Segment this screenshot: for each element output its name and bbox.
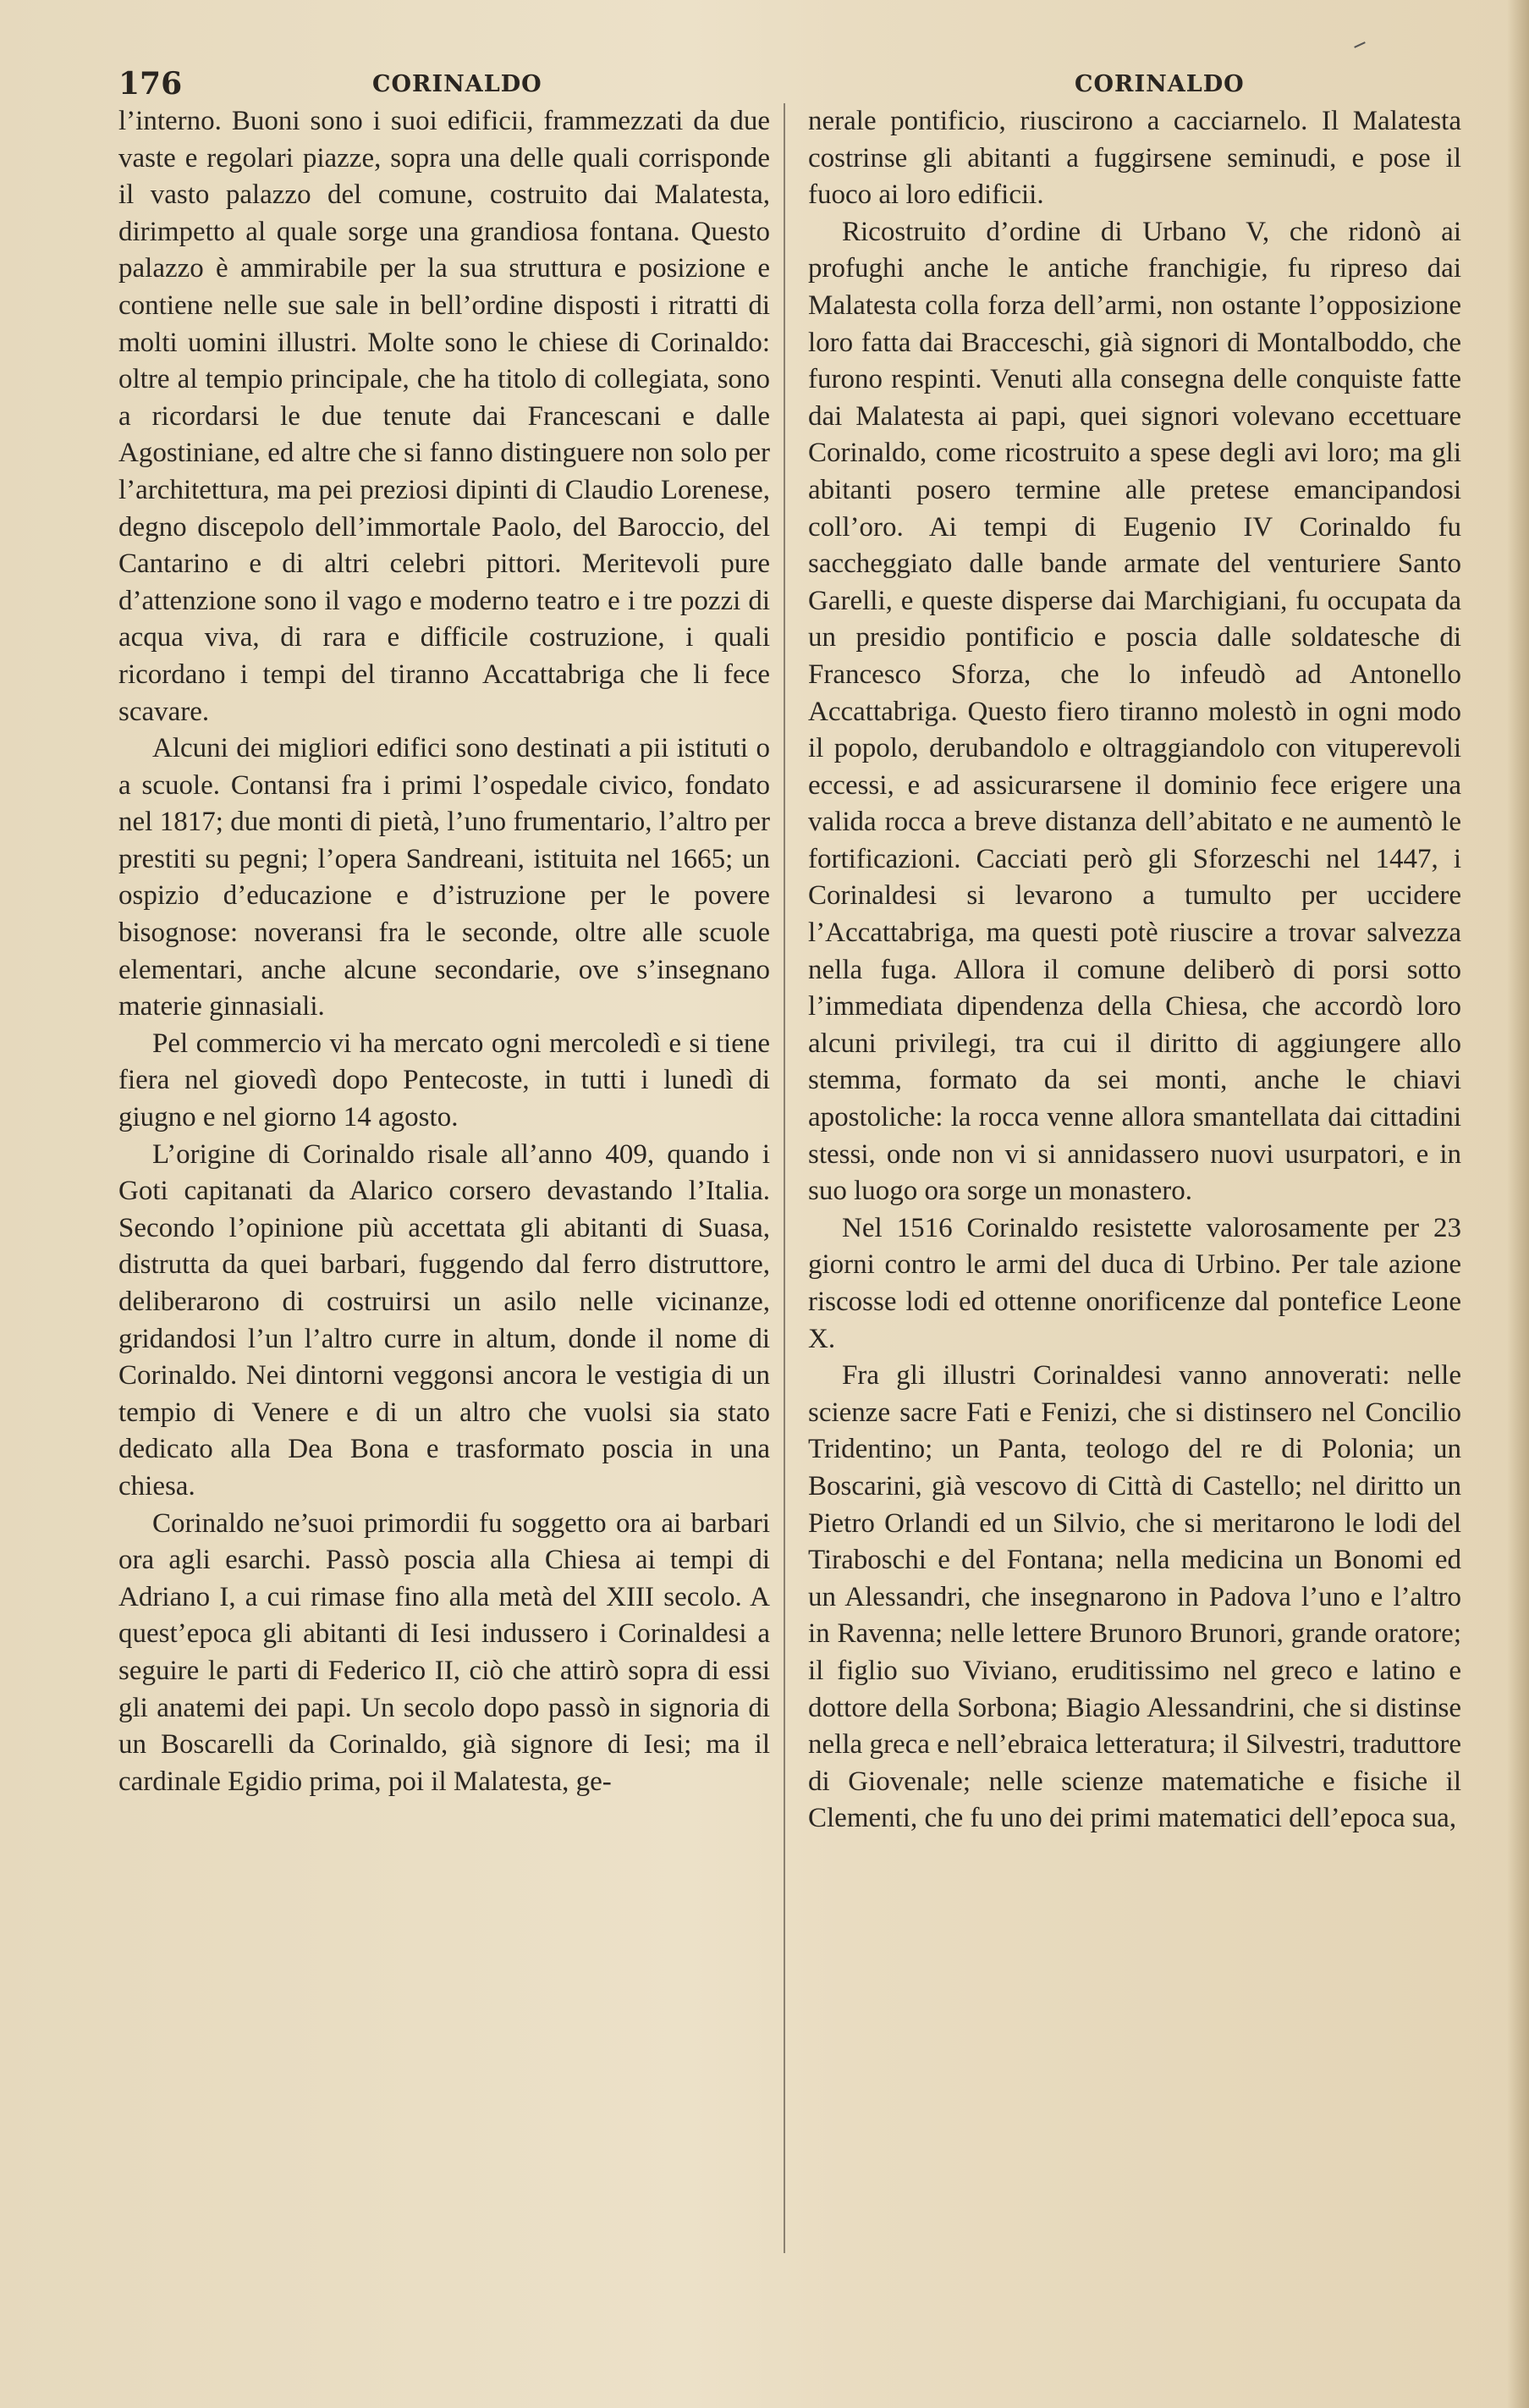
left-column xyxy=(118,103,770,1800)
paragraph: nerale pontificio, riuscirono a cacciarnelo. Il Malatesta costrinse gli abitanti a fuggirsene seminudi, e pose il fuoco ai loro edificii. xyxy=(808,106,1461,211)
paragraph: Ricostruito d’ordine di Urbano V, che ridonò ai profughi anche le antiche franchigie, fu ripreso dai Malatesta colla forza dell’armi, non ostante l’opposizione loro fatta dai Bracceschi, già signori di Montalboddo, che furono respinti. Venuti alla consegna delle conquiste fatte dai Malatesta ai papi, quei signori volevano eccettuare Corinaldo, come ricostruito a spese degli avi loro; ma gli abitanti posero termine alle pretese emancipandosi coll’oro. Ai tempi di Eugenio IV Corinaldo fu saccheggiato dalle bande armate del venturiere Santo Garelli, e queste disperse dai Marchigiani, fu occupata da un presidio pontificio e poscia dalle soldatesche di Francesco Sforza, che lo infeudò ad Antonello Accattabriga. Questo fiero tiranno molestò in ogni modo il popolo, derubandolo e oltraggiandolo con vituperevoli eccessi, e ad assicurarsene il dominio fece erigere una valida rocca a breve distanza dell’abitato e ne aumentò le fortificazioni. Cacciati però gli Sforzeschi nel 1447, i Corinaldesi si levarono a tumulto per uccidere l’Accattabriga, ma questi potè riuscire a trovar salvezza nella fuga. Allora il comune deliberò di porsi sotto l’immediata dipendenza della Chiesa, che accordò loro alcuni privilegi, tra cui il diritto di aggiungere allo stemma, formato da sei monti, anche le chiavi apostoliche: la rocca venne allora smantellata dai cittadini stessi, onde non vi si annidassero nuovi usurpatori, e in suo luogo ora sorge un monastero. xyxy=(808,216,1461,1207)
paragraph: Corinaldo ne’suoi primordii fu soggetto ora ai barbari ora agli esarchi. Passò poscia alla Chiesa ai tempi di Adriano I, a cui rimase fino alla metà del XIII secolo. A quest’epoca gli abitanti di Iesi indussero i Corinaldesi a seguire le parti di Federico II, ciò che attirò sopra di essi gli anatemi dei papi. Un secolo dopo passò in signoria di un Boscarelli da Corinaldo, già signore di Iesi; ma il cardinale Egidio prima, poi il Malatesta, ge- xyxy=(118,1507,770,1797)
paragraph: L’origine di Corinaldo risale all’anno 409, quando i Goti capitanati da Alarico corsero devastando l’Italia. Secondo l’opinione più accettata gli abitanti di Suasa, distrutta da quei barbari, fuggendo dal ferro distruttore, deliberarono di costruirsi un asilo nelle vicinanze, gridandosi l’un l’altro curre in altum, donde il nome di Corinaldo. Nei dintorni veggonsi ancora le vestigia di un tempio di Venere e di un altro che vuolsi sia stato dedicato alla Dea Bona e trasformato poscia in una chiesa. xyxy=(118,1138,770,1502)
column-divider xyxy=(784,103,785,2253)
page-number: 176 xyxy=(118,66,183,102)
running-head-right: CORINALDO xyxy=(1075,71,1245,97)
right-column xyxy=(808,103,1461,1838)
paragraph: l’interno. Buoni sono i suoi edificii, frammezzati da due vaste e regolari piazze, sopra una delle quali corrisponde il vasto palazzo del comune, costruito dai Malatesta, dirimpetto al quale sorge una grandiosa fontana. Questo palazzo è ammirabile per la sua struttura e posizione e contiene nelle sue sale in bell’ordine disposti i ritratti di molti uomini illustri. Molte sono le chiese di Corinaldo: oltre al tempio principale, che ha titolo di collegiata, sono a ricordarsi le due tenute dai Francescani e dalle Agostiniane, ed altre che si fanno distinguere non solo per l’architettura, ma pei preziosi dipinti di Claudio Lorenese, degno discepolo dell’immortale Paolo, del Baroccio, del Cantarino e di altri celebri pittori. Meritevoli pure d’attenzione sono il vago e moderno teatro e i tre pozzi di acqua viva, di rara e difficile costruzione, i quali ricordano i tempi del tiranno Accattabriga che li fece scavare. xyxy=(118,106,770,727)
running-head-left: CORINALDO xyxy=(372,71,542,97)
paragraph: Pel commercio vi ha mercato ogni mercoledì e si tiene fiera nel giovedì dopo Pentecoste, in tutti i lunedì di giugno e nel giorno 14 agosto. xyxy=(118,1028,770,1133)
paragraph: Nel 1516 Corinaldo resistette valorosamente per 23 giorni contro le armi del duca di Urbino. Per tale azione riscosse lodi ed ottenne onorificenze dal pontefice Leone X. xyxy=(808,1212,1461,1354)
paragraph: Fra gli illustri Corinaldesi vanno annoverati: nelle scienze sacre Fati e Fenizi, che si distinsero nel Concilio Tridentino; un Panta, teologo del re di Polonia; un Boscarini, già vescovo di Città di Castello; nel diritto un Pietro Orlandi ed un Silvio, che si meritarono le lodi del Tiraboschi e del Fontana; nella medicina un Bonomi ed un Alessandri, che insegnarono in Padova l’uno e l’altro in Ravenna; nelle lettere Brunoro Brunori, grande oratore; il figlio suo Viviano, eruditissimo nel greco e latino e dottore della Sorbona; Biagio Alessandrini, che si distinse nella greca e nell’ebraica letteratura; il Silvestri, traduttore di Giovenale; nelle scienze matematiche e fisiche il Clementi, che fu uno dei primi matematici dell’epoca sua, xyxy=(808,1360,1461,1834)
page-header xyxy=(118,66,1464,100)
margin-mark xyxy=(1354,41,1366,48)
paragraph: Alcuni dei migliori edifici sono destinati a pii istituti o a scuole. Contansi fra i primi l’ospedale civico, fondato nel 1817; due monti di pietà, l’uno frumentario, l’altro per prestiti su pegni; l’opera Sandreani, istituita nel 1665; un ospizio d’educazione e d’istruzione per le povere bisognose: noveransi fra le seconde, oltre alle scuole elementari, anche alcune secondarie, ove s’insegnano materie ginnasiali. xyxy=(118,733,770,1022)
page-edge-shadow xyxy=(1507,0,1529,2408)
